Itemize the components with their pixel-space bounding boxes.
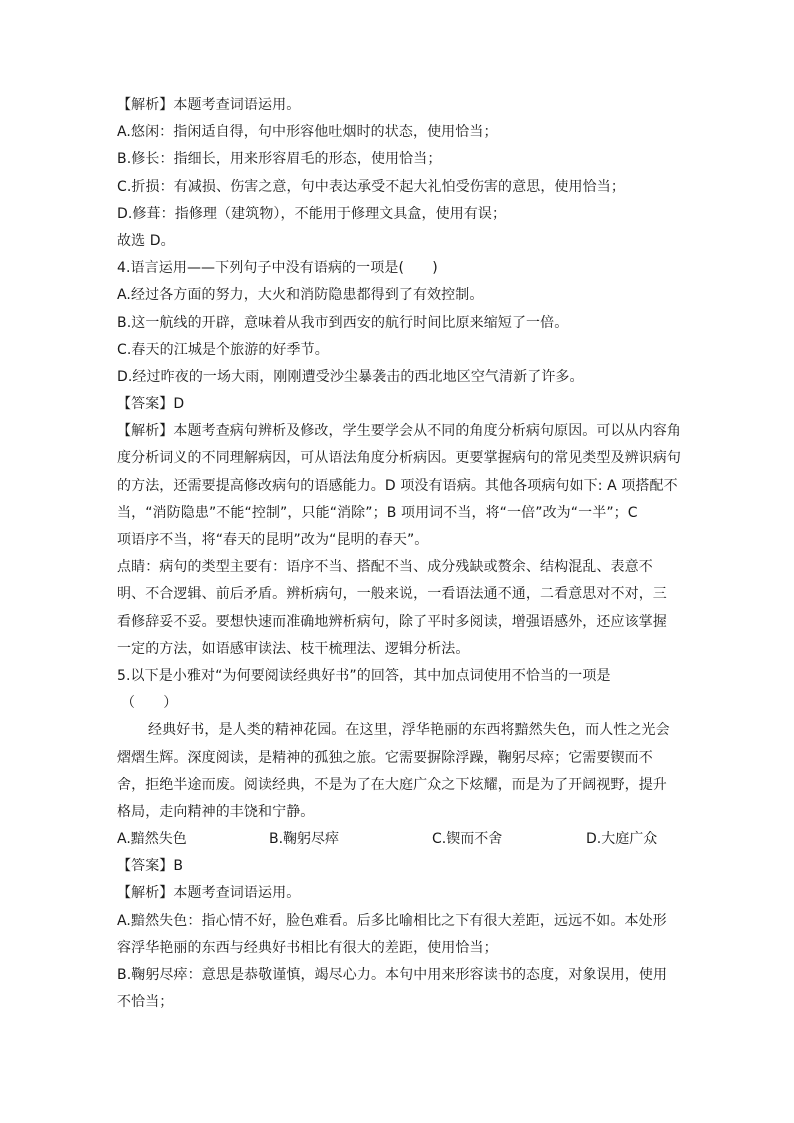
question-5-analysis-line: B.鞠躬尽瘁：意思是恭敬谨慎，竭尽心力。本句中用来形容读书的态度，对象误用，使用	[117, 967, 668, 983]
question-4-option-d: D.经过昨夜的一场大雨，刚刚遭受沙尘暴袭击的西北地区空气清新了许多。	[117, 368, 584, 385]
question-5-option-a: A.黯然失色	[117, 831, 187, 848]
question-4-option-c: C.春天的江城是个旅游的好季节。	[117, 341, 329, 358]
question-4-stem: 4.语言运用——下列句子中没有语病的一项是( )	[117, 260, 438, 277]
question-5-analysis-heading: 【解析】本题考查词语运用。	[117, 885, 301, 902]
analysis-line-a: A.悠闲：指闲适自得，句中形容他吐烟时的状态，使用恰当；	[117, 124, 498, 141]
question-5-options	[117, 826, 677, 853]
question-4-answer: 【答案】D	[117, 396, 185, 413]
question-4-option-a: A.经过各方面的努力，大火和消防隐患都得到了有效控制。	[117, 287, 484, 304]
question-4-analysis-line: 度分析词义的不同理解病因，可从语法角度分析病因。更要掌握病句的常见类型及辨识病句	[117, 450, 681, 467]
question-4-analysis-line: 【解析】本题考查病句辨析及修改，学生要学会从不同的角度分析病句原因。可以从内容角	[117, 423, 681, 440]
question-5-answer: 【答案】B	[117, 858, 184, 875]
question-4-tip-line: 明、不合逻辑、前后矛盾。辨析病句，一般来说，一看语法通不通，二看意思对不对，三	[117, 586, 667, 603]
question-4-tip-line: 点睛：病句的类型主要有：语序不当、搭配不当、成分残缺或赘余、结构混乱、表意不	[117, 559, 653, 576]
passage-line: 格局，走向精神的丰饶和宁静。	[117, 803, 315, 820]
document-page	[117, 92, 681, 1016]
question-4-option-b: B.这一航线的开辟，意味着从我市到西安的航行时间比原来缩短了一倍。	[117, 314, 569, 331]
passage-line: 熠熠生辉。深度阅读，是精神的孤独之旅。它需要摒除浮躁，鞠躬尽瘁；它需要锲而不	[117, 749, 653, 766]
question-4-analysis-line: 当，“消防隐患”不能“控制”，只能“消除”；B 项用词不当，将“一倍”改为“一半”；C	[117, 504, 638, 521]
question-5-option-d: D.大庭广众	[586, 831, 658, 848]
question-5-analysis-line: A.黯然失色：指心情不好，脸色难看。后多比喻相比之下有很大差距，远远不如。本处形	[117, 912, 667, 929]
conclusion-line: 故选 D。	[117, 232, 175, 249]
passage-line: 舍，拒绝半途而废。阅读经典，不是为了在大庭广众之下炫耀，而是为了开阔视野，提升	[117, 776, 667, 793]
passage-first-line: 经典好书，是人类的精神花园。在这里，浮华艳丽的东西将黯然失色，而人性之光会	[148, 722, 670, 739]
analysis-heading-q3: 【解析】本题考查词语运用。	[117, 97, 301, 113]
question-4-tip-line: 一定的方法，如语感审读法、枝干梳理法、逻辑分析法。	[117, 640, 470, 657]
analysis-line-d: D.修葺：指修理（建筑物），不能用于修理文具盒，使用有误；	[117, 205, 507, 222]
question-5-option-c: C.锲而不舍	[432, 831, 503, 848]
question-4-tip-line: 看修辞妥不妥。要想快速而准确地辨析病句，除了平时多阅读，增强语感外，还应该掌握	[117, 613, 667, 630]
question-5-analysis-line: 不恰当；	[117, 994, 174, 1011]
question-5-option-b: B.鞠躬尽瘁	[269, 831, 340, 848]
question-4-analysis-line: 项语序不当，将“春天的昆明”改为“昆明的春天”。	[117, 532, 429, 548]
question-5-analysis-line: 容浮华艳丽的东西与经典好书相比有很大的差距，使用恰当；	[117, 939, 498, 956]
question-5-stem: 5.以下是小雅对“为何要阅读经典好书”的回答，其中加点词使用不恰当的一项是	[117, 667, 611, 684]
question-5-answer-blank: （ ）	[121, 695, 178, 712]
analysis-line-b: B.修长：指细长，用来形容眉毛的形态，使用恰当；	[117, 151, 442, 168]
analysis-line-c: C.折损：有减损、伤害之意，句中表达承受不起大礼怕受伤害的意思，使用恰当；	[117, 178, 625, 195]
question-4-analysis-line: 的方法，还需要提高修改病句的语感能力。D 项没有语病。其他各项病句如下: A 项搭配不	[117, 477, 678, 494]
